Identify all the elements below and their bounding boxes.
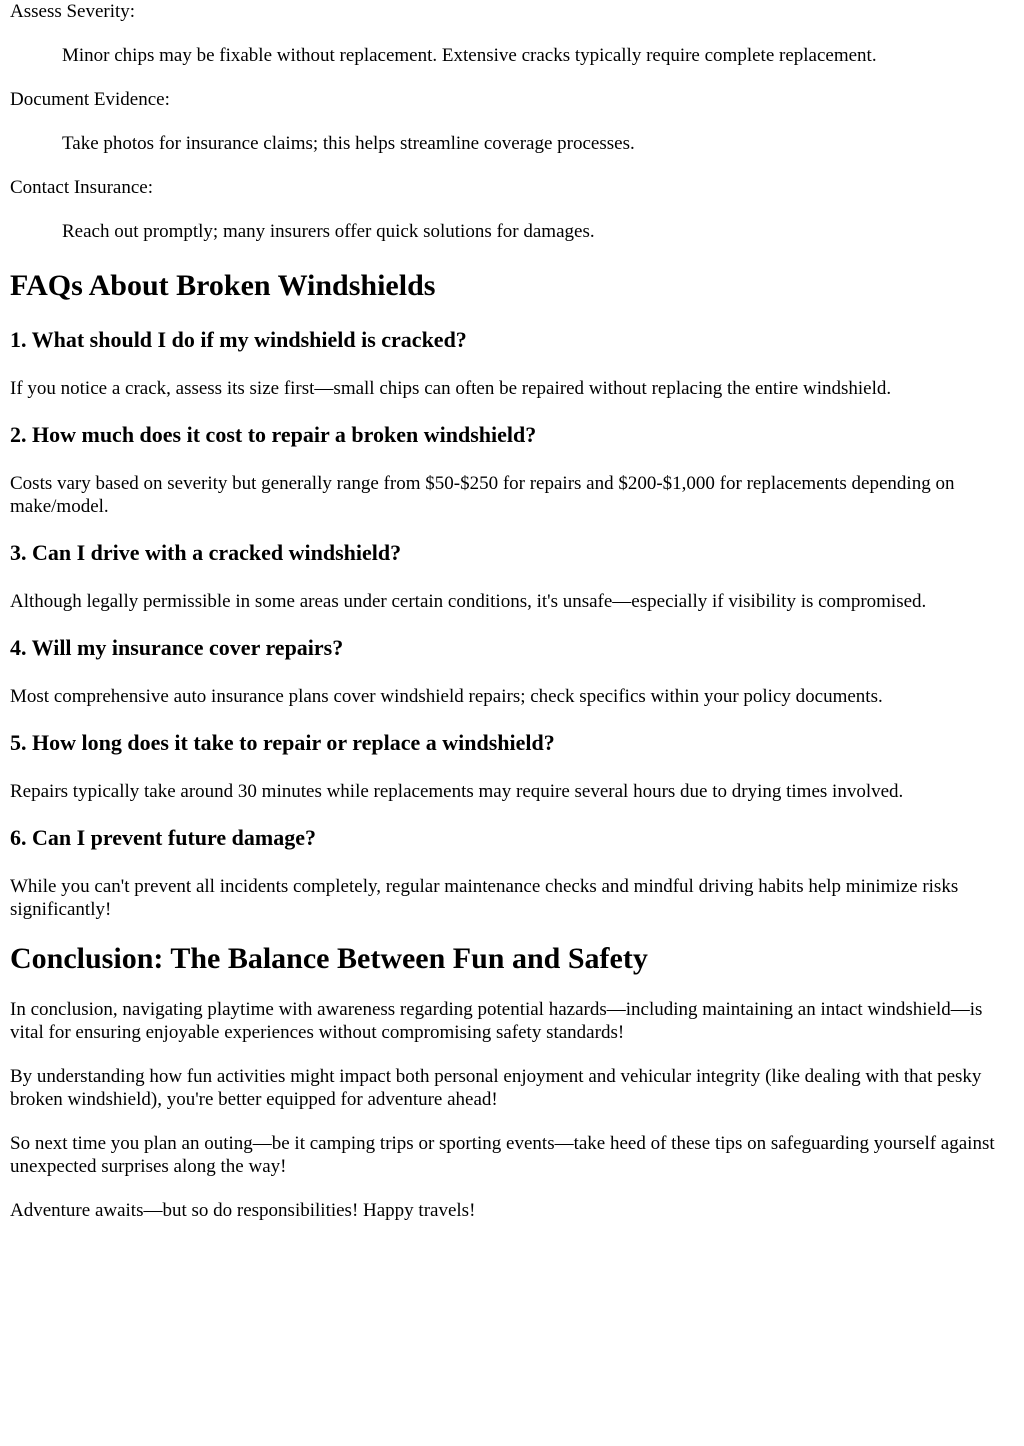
step-detail: Reach out promptly; many insurers offer quick solutions for damages. bbox=[62, 221, 595, 242]
step-term: Assess Severity: bbox=[10, 1, 136, 22]
conclusion-paragraph: So next time you plan an outing—be it camping trips or sporting events—take heed of these tips on safeguarding yourself against unexpected surprises along the way! bbox=[10, 1133, 995, 1177]
faq-answer: While you can't prevent all incidents completely, regular maintenance checks and mindful driving habits help minimize risks significantly! bbox=[10, 876, 959, 920]
faq-answer: Repairs typically take around 30 minutes while replacements may require several hours due to drying times involved. bbox=[10, 781, 904, 802]
faq-answer: If you notice a crack, assess its size first—small chips can often be repaired without replacing the entire windshield. bbox=[10, 378, 892, 399]
conclusion-section bbox=[10, 998, 1014, 1222]
faq-question: 6. Can I prevent future damage? bbox=[10, 825, 316, 850]
step-detail: Minor chips may be fixable without replacement. Extensive cracks typically require complete replacement. bbox=[62, 45, 877, 66]
step-term: Document Evidence: bbox=[10, 89, 170, 110]
faq-answer: Most comprehensive auto insurance plans cover windshield repairs; check specifics within your policy documents. bbox=[10, 686, 883, 707]
conclusion-paragraph: By understanding how fun activities might impact both personal enjoyment and vehicular integrity (like dealing with that pesky broken windshield), you're better equipped for adventure ahead! bbox=[10, 1066, 982, 1110]
step-term: Contact Insurance: bbox=[10, 177, 153, 198]
faq-question: 5. How long does it take to repair or replace a windshield? bbox=[10, 730, 555, 755]
faq-question: 2. How much does it cost to repair a broken windshield? bbox=[10, 422, 537, 447]
steps-list bbox=[10, 0, 1014, 243]
faq-question: 4. Will my insurance cover repairs? bbox=[10, 635, 344, 660]
faq-heading: FAQs About Broken Windshields bbox=[10, 269, 436, 302]
faq-answer: Although legally permissible in some areas under certain conditions, it's unsafe—especially if visibility is compromised. bbox=[10, 591, 927, 612]
faq-question: 1. What should I do if my windshield is cracked? bbox=[10, 327, 467, 352]
step-detail: Take photos for insurance claims; this helps streamline coverage processes. bbox=[62, 133, 635, 154]
faq-section bbox=[10, 327, 1014, 921]
conclusion-paragraph: Adventure awaits—but so do responsibilities! Happy travels! bbox=[10, 1200, 476, 1221]
conclusion-paragraph: In conclusion, navigating playtime with awareness regarding potential hazards—including maintaining an intact windshield—is vital for ensuring enjoyable experiences without compromising safety standards! bbox=[10, 999, 983, 1043]
conclusion-heading: Conclusion: The Balance Between Fun and Safety bbox=[10, 942, 648, 975]
faq-question: 3. Can I drive with a cracked windshield? bbox=[10, 540, 402, 565]
faq-answer: Costs vary based on severity but generally range from $50-$250 for repairs and $200-$1,000 for replacements depending on make/model. bbox=[10, 473, 955, 517]
